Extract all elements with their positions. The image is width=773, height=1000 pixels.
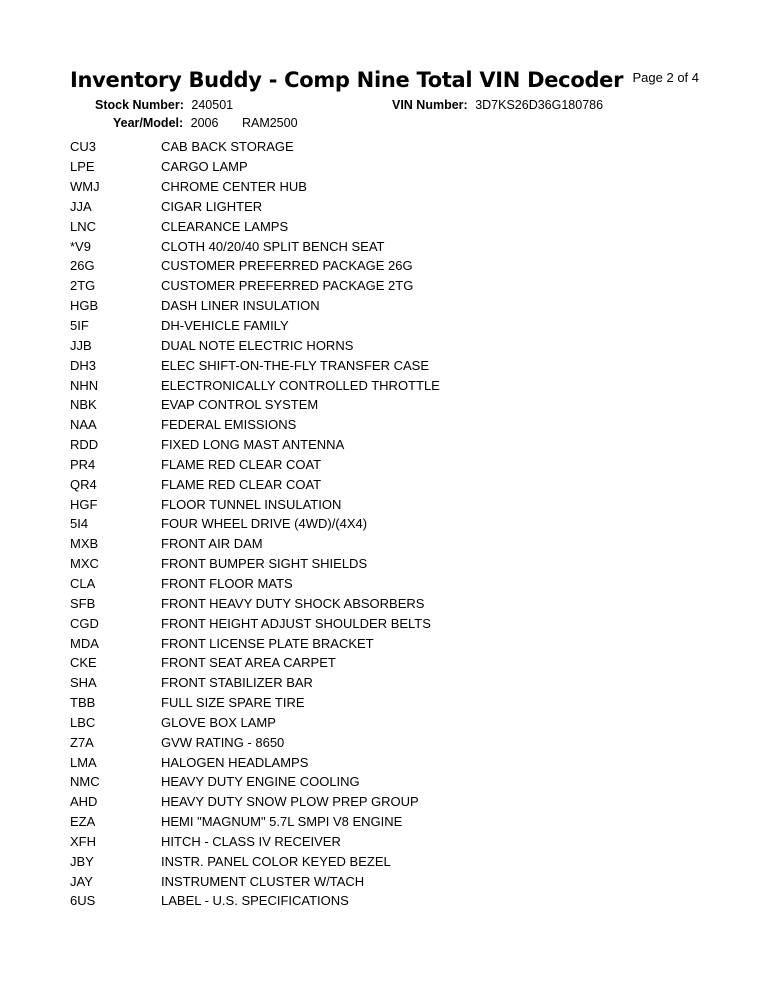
option-description: FRONT AIR DAM (161, 536, 263, 552)
option-code-row (70, 851, 710, 871)
option-code: AHD (70, 794, 98, 810)
option-description: CLEARANCE LAMPS (161, 218, 289, 234)
option-code: NAA (70, 417, 97, 433)
option-code: *V9 (70, 238, 91, 254)
year-value: 2006 (190, 116, 219, 130)
option-description: CUSTOMER PREFERRED PACKAGE 2TG (161, 278, 414, 294)
option-description: HEMI "MAGNUM" 5.7L SMPI V8 ENGINE (161, 814, 403, 830)
option-code: Z7A (70, 734, 94, 750)
option-code-row (70, 653, 710, 673)
option-description: LABEL - U.S. SPECIFICATIONS (161, 893, 349, 909)
option-code: NBK (70, 397, 97, 413)
option-code: MXC (70, 556, 99, 572)
option-code: CLA (70, 575, 96, 591)
option-description: HEAVY DUTY ENGINE COOLING (161, 774, 360, 790)
option-code: QR4 (70, 476, 97, 492)
option-description: FLAME RED CLEAR COAT (161, 456, 322, 472)
option-code: SHA (70, 675, 97, 691)
option-code: TBB (70, 695, 96, 711)
option-description: HALOGEN HEADLAMPS (161, 754, 309, 770)
year-model-label: Year/Model: (113, 116, 184, 130)
option-description: CAB BACK STORAGE (161, 139, 294, 155)
option-description: FRONT BUMPER SIGHT SHIELDS (161, 556, 368, 572)
option-code-row (70, 197, 710, 217)
option-code-list (70, 137, 710, 911)
option-code: MXB (70, 536, 99, 552)
option-description: FRONT HEIGHT ADJUST SHOULDER BELTS (161, 615, 431, 631)
option-code: 6US (70, 893, 96, 909)
option-code-row (70, 455, 710, 475)
option-code-row (70, 335, 710, 355)
option-code: EZA (70, 814, 96, 830)
option-description: INSTR. PANEL COLOR KEYED BEZEL (161, 853, 391, 869)
option-code-row (70, 534, 710, 554)
option-code-row (70, 593, 710, 613)
option-code-row (70, 633, 710, 653)
option-code: LPE (70, 159, 95, 175)
stock-number-label: Stock Number: (95, 98, 184, 112)
option-code: PR4 (70, 456, 96, 472)
option-code: WMJ (70, 179, 100, 195)
option-description: FRONT LICENSE PLATE BRACKET (161, 635, 374, 651)
option-code: 2TG (70, 278, 96, 294)
option-description: FRONT SEAT AREA CARPET (161, 655, 336, 671)
option-code-row (70, 256, 710, 276)
option-code: XFH (70, 833, 96, 849)
option-code: MDA (70, 635, 99, 651)
option-code: DH3 (70, 357, 97, 373)
option-code: LMA (70, 754, 97, 770)
vin-number-label: VIN Number: (392, 98, 468, 112)
vin-number-value: 3D7KS26D36G180786 (475, 98, 604, 112)
option-code-row (70, 216, 710, 236)
option-description: GVW RATING - 8650 (161, 734, 285, 750)
option-code-row (70, 693, 710, 713)
option-description: FLOOR TUNNEL INSULATION (161, 496, 342, 512)
option-code-row (70, 296, 710, 316)
option-description: CHROME CENTER HUB (161, 179, 307, 195)
option-description: GLOVE BOX LAMP (161, 714, 276, 730)
option-description: FOUR WHEEL DRIVE (4WD)/(4X4) (161, 516, 368, 532)
year-model-row (113, 116, 298, 130)
option-code: 5I4 (70, 516, 89, 532)
option-code-row (70, 157, 710, 177)
option-code-row (70, 772, 710, 792)
option-description: FLAME RED CLEAR COAT (161, 476, 322, 492)
option-description: ELEC SHIFT-ON-THE-FLY TRANSFER CASE (161, 357, 429, 373)
option-description: FEDERAL EMISSIONS (161, 417, 297, 433)
option-code-row (70, 236, 710, 256)
option-description: ELECTRONICALLY CONTROLLED THROTTLE (161, 377, 440, 393)
option-code-row (70, 474, 710, 494)
option-description: FIXED LONG MAST ANTENNA (161, 437, 345, 453)
option-code-row (70, 494, 710, 514)
option-code: JAY (70, 873, 93, 889)
option-code-row (70, 316, 710, 336)
page-title: Inventory Buddy - Comp Nine Total VIN Decoder (70, 68, 624, 92)
option-code-row (70, 752, 710, 772)
option-description: HITCH - CLASS IV RECEIVER (161, 833, 341, 849)
option-description: FRONT FLOOR MATS (161, 575, 293, 591)
option-code: JJB (70, 337, 92, 353)
option-code-row (70, 871, 710, 891)
option-code-row (70, 812, 710, 832)
option-code-row (70, 673, 710, 693)
model-value: RAM2500 (241, 116, 298, 130)
option-description: CLOTH 40/20/40 SPLIT BENCH SEAT (161, 238, 385, 254)
option-code-row (70, 177, 710, 197)
option-code: SFB (70, 595, 96, 611)
option-code-row (70, 574, 710, 594)
option-description: CUSTOMER PREFERRED PACKAGE 26G (161, 258, 413, 274)
option-description: FRONT STABILIZER BAR (161, 675, 313, 691)
option-description: DASH LINER INSULATION (161, 298, 320, 314)
option-code-row (70, 415, 710, 435)
option-code: CGD (70, 615, 99, 631)
option-description: INSTRUMENT CLUSTER W/TACH (161, 873, 365, 889)
page-number: Page 2 of 4 (632, 70, 699, 85)
option-code: 26G (70, 258, 95, 274)
option-code-row (70, 554, 710, 574)
option-code-row (70, 395, 710, 415)
option-code-row (70, 613, 710, 633)
option-code-row (70, 891, 710, 911)
option-description: FULL SIZE SPARE TIRE (161, 695, 305, 711)
option-code: 5IF (70, 318, 89, 334)
option-code-row (70, 435, 710, 455)
option-description: CIGAR LIGHTER (161, 198, 263, 214)
option-code: HGF (70, 496, 98, 512)
option-code-row (70, 375, 710, 395)
stock-number-row (95, 98, 233, 112)
option-code-row (70, 137, 710, 157)
option-description: CARGO LAMP (161, 159, 248, 175)
option-code: LBC (70, 714, 96, 730)
stock-number-value: 240501 (191, 98, 234, 112)
option-code-row (70, 712, 710, 732)
option-description: DH-VEHICLE FAMILY (161, 318, 289, 334)
option-description: FRONT HEAVY DUTY SHOCK ABSORBERS (161, 595, 425, 611)
option-code: NMC (70, 774, 100, 790)
option-code: NHN (70, 377, 99, 393)
option-code: JJA (70, 198, 92, 214)
option-code: RDD (70, 437, 99, 453)
option-code-row (70, 732, 710, 752)
option-code: LNC (70, 218, 97, 234)
option-code-row (70, 792, 710, 812)
vin-number-row (392, 98, 603, 112)
option-code: HGB (70, 298, 99, 314)
option-code: CKE (70, 655, 97, 671)
option-code: CU3 (70, 139, 97, 155)
option-description: EVAP CONTROL SYSTEM (161, 397, 319, 413)
option-description: HEAVY DUTY SNOW PLOW PREP GROUP (161, 794, 419, 810)
option-code-row (70, 514, 710, 534)
option-code-row (70, 355, 710, 375)
option-code-row (70, 276, 710, 296)
option-code-row (70, 832, 710, 852)
option-code: JBY (70, 853, 94, 869)
option-description: DUAL NOTE ELECTRIC HORNS (161, 337, 354, 353)
